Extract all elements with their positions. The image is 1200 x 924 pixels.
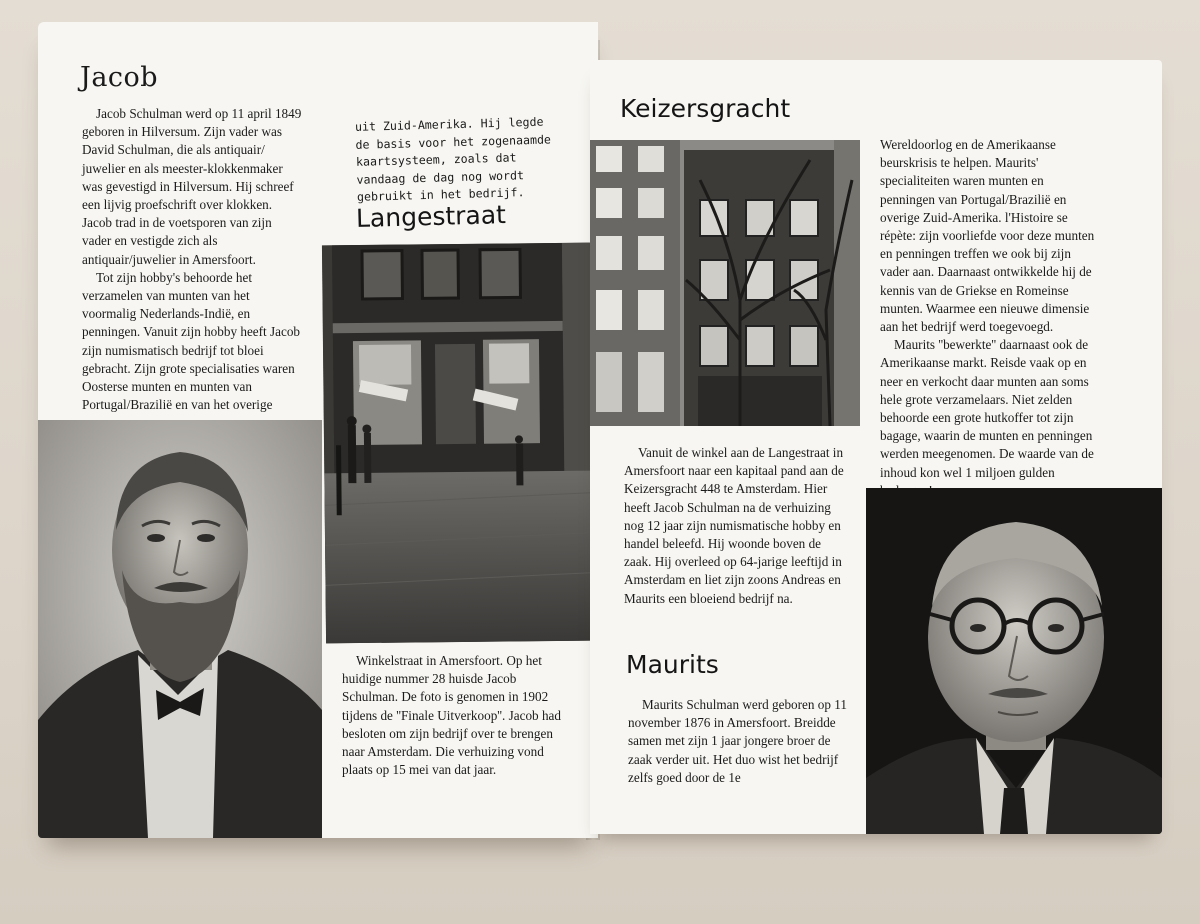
maurits-intro-paragraph: Maurits Schulman werd geboren op 11 november 1876 in Amersfoort. Breidde samen met zijn 1 jaar jongere broer de zaak verder uit. Het duo wist het bedrijf zelfs goed door de 1e xyxy=(628,697,847,785)
maurits-intro-text xyxy=(628,696,850,787)
keizersgracht-caption xyxy=(624,444,846,608)
langestraat-caption-text: Winkelstraat in Amersfoort. Op het huidige nummer 28 huisde Jacob Schulman. De foto is genomen in 1902 tijdens de ''Finale Uitverkoop''. Jacob had besloten om zijn bedrijf over te brengen naar Amsterdam. Die verhuizing vond plaats op 15 mei van dat jaar. xyxy=(342,653,561,778)
jacob-intro-text xyxy=(82,105,304,414)
jacob-portrait-photo xyxy=(38,420,322,838)
top-text-paragraph-1: Wereldoorlog en de Amerikaanse beurskrisis te helpen. Maurits' specialiteiten waren munten en penningen van Portugal/Brazilië en overige Zuid-Amerika. l'Histoire se répète: zijn voorliefde voor deze munten en penningen treffen we ook bij zijn vader aan. Daarnaast ontwikkelde hij de kennis van de Griekse en Romeinse munten. Waarmee een nieuwe dimensie aan het bedrijf werd toegevoegd. xyxy=(880,137,1095,335)
keizersgracht-title: Keizersgracht xyxy=(620,94,791,123)
jacob-continuation-text xyxy=(355,113,562,206)
right-page xyxy=(590,60,1162,834)
langestraat-street-photo xyxy=(322,243,594,644)
keizersgracht-caption-text: Vanuit de winkel aan de Langestraat in Amersfoort naar een kapitaal pand aan de Keizersgracht 448 te Amsterdam. Hier heeft Jacob Schulman na de verhuizing nog 12 jaar zijn numismatische hobby en handel beleefd. Hij woonde boven de zaak. Hij overleed op 64-jarige leeftijd in Amsterdam en liet zijn zoons Andreas en Maurits een bloeiend bedrijf na. xyxy=(624,445,844,606)
langestraat-title: Langestraat xyxy=(355,200,507,233)
keizersgracht-building-photo xyxy=(590,140,860,426)
left-page xyxy=(38,22,598,838)
keizersgracht-top-text xyxy=(880,136,1100,500)
jacob-intro-paragraph-1: Jacob Schulman werd op 11 april 1849 geboren in Hilversum. Zijn vader was David Schulman, die als antiquair/ juwelier en als meester-klokkenmaker was gevestigd in Hilversum. Hij schreef een lijvig proefschrift over klokken. Jacob trad in de voetsporen van zijn vader en vestigde zich als antiquair/juwelier in Amersfoort. xyxy=(82,106,302,267)
continuation-paragraph: uit Zuid-Amerika. Hij legde de basis voor het zogenaamde kaartsysteem, zoals dat vandaag de dag nog wordt gebruikt in het bedrijf. xyxy=(354,114,552,204)
jacob-title: Jacob xyxy=(80,62,159,93)
top-text-paragraph-2: Maurits ''bewerkte'' daarnaast ook de Amerikaanse markt. Reisde vaak op en neer en verkocht daar munten aan soms hele grote verzamelaars. Niet zelden behoorde een grote hutkoffer tot zijn bagage, waarin de munten en penningen werden meegenomen. De waarde van de inhoud kon wel 1 miljoen gulden xyxy=(880,337,1094,480)
jacob-intro-paragraph-2: Tot zijn hobby's behoorde het verzamelen van munten van het voormalig Nederlands-Indië, en penningen. Vanuit zijn hobby heeft Jacob zijn numismatisch bedrijf tot bloei gebracht. Zijn grote specialisaties waren Oosterse munten en munten van Portugal/Brazilië en van het overige xyxy=(82,269,301,413)
maurits-title: Maurits xyxy=(626,650,719,679)
langestraat-caption xyxy=(342,652,566,779)
maurits-portrait-photo xyxy=(866,488,1162,834)
